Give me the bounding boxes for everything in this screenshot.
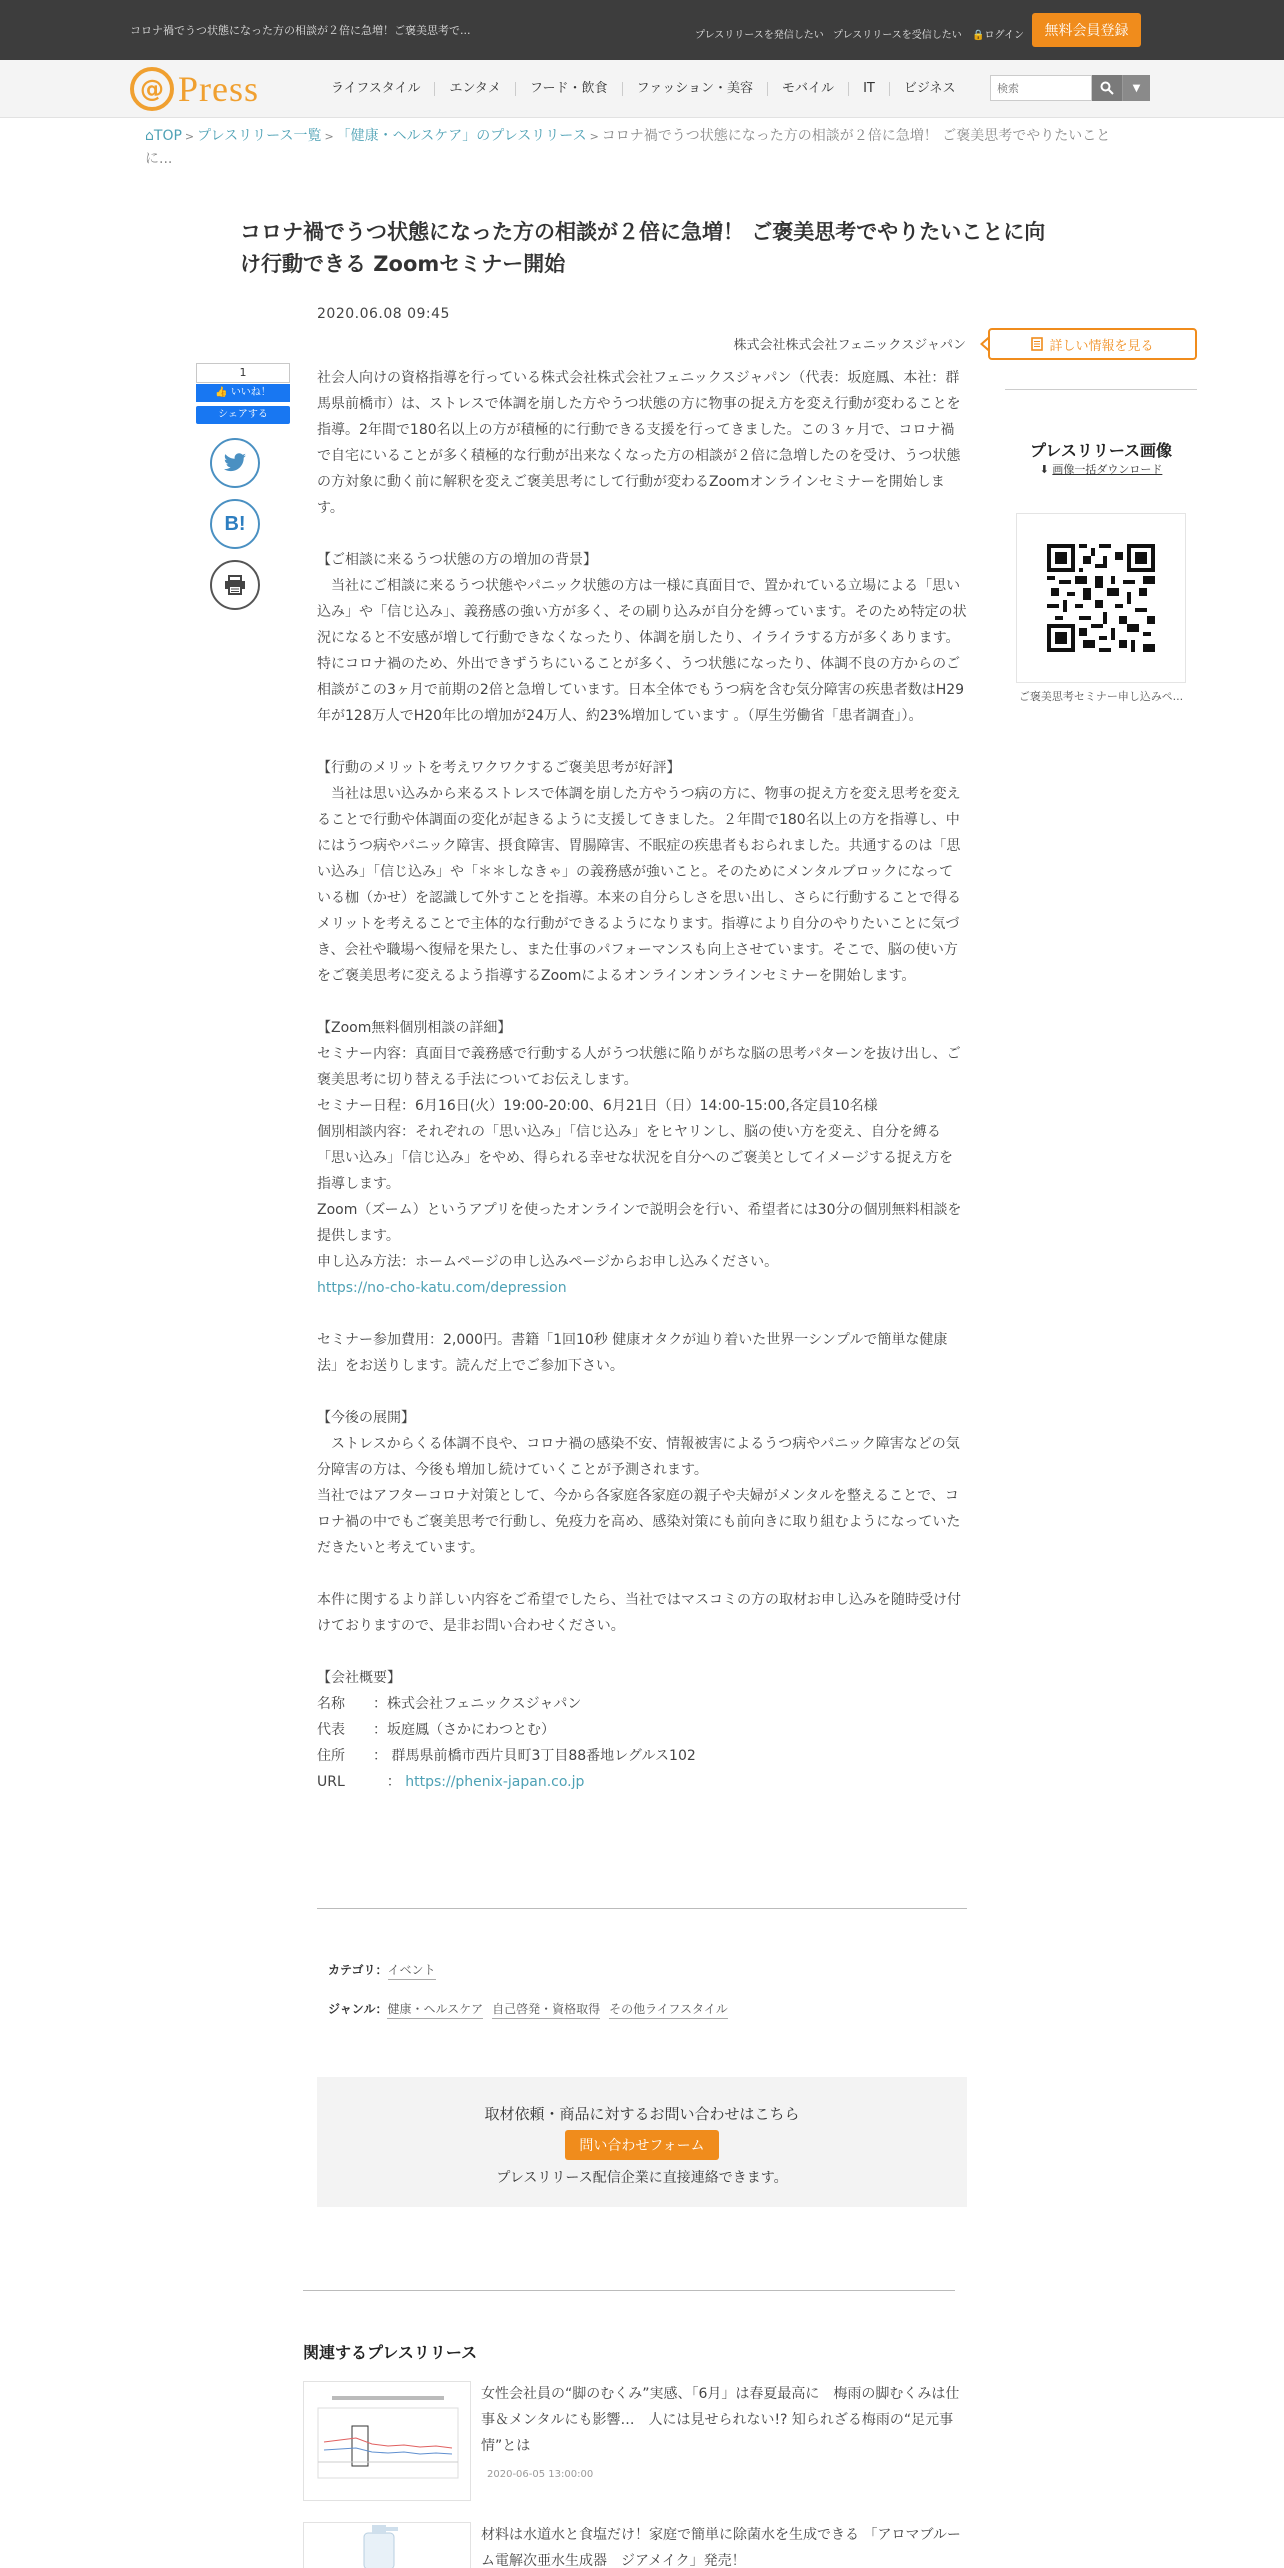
profile-name: 名称 ：株式会社フェニックスジャパン: [317, 1696, 582, 1712]
spray-bottle-thumbnail-image: [304, 2523, 471, 2568]
company-url-link[interactable]: https://phenix-japan.co.jp: [405, 1774, 585, 1790]
breadcrumb-top[interactable]: [145, 128, 182, 144]
qr-code-icon: [1047, 544, 1155, 652]
contact-form-button[interactable]: 問い合わせフォーム: [565, 2130, 719, 2160]
release-image-caption: ご褒美思考セミナー申し込みペ...: [1018, 690, 1184, 703]
company-name[interactable]: 株式会社株式会社フェニックスジャパン: [733, 338, 966, 353]
article-divider: [317, 1908, 967, 1909]
search-input[interactable]: [990, 75, 1092, 101]
nav-food[interactable]: フード・飲食: [515, 82, 622, 96]
main-nav: [315, 60, 969, 118]
section-heading: 【今後の展開】: [317, 1410, 415, 1426]
contact-note: 本件に関するより詳しい内容をご希望でしたら、当社ではマスコミの方の取材お申し込みを随時受け付けておりますので、是非お問い合わせください。: [317, 1592, 961, 1634]
nav-mobile[interactable]: モバイル: [767, 82, 848, 96]
search-icon: [1100, 81, 1114, 95]
seminar-schedule: セミナー日程：6月16日(火）19:00-20:00、6月21日（日）14:00-15:00,各定員10名様: [317, 1098, 878, 1114]
more-info-button[interactable]: [988, 328, 1197, 360]
seminar-fee: セミナー参加費用：2,000円。書籍「1回10秒 健康オタクが辿り着いた世界一シンプルで簡単な健康法」をお送りします。読んだ上でご参加下さい。: [317, 1332, 948, 1374]
twitter-share-button[interactable]: [210, 438, 260, 488]
facebook-share: [196, 363, 290, 424]
category-row: [328, 1961, 445, 1980]
facebook-like-button[interactable]: [196, 384, 290, 402]
seminar-url-link[interactable]: https://no-cho-katu.com/depression: [317, 1280, 567, 1296]
contact-heading: 取材依頼・商品に対するお問い合わせはこちら: [484, 2105, 800, 2123]
genre-label: ジャンル：: [328, 2002, 388, 2016]
download-all-images-link[interactable]: [1005, 461, 1197, 477]
article-title: コロナ禍でうつ状態になった方の相談が２倍に急増！ ご褒美思考でやりたいことに向け行動できる Zoomセミナー開始: [240, 220, 1046, 276]
apply-method: 申し込み方法：ホームページの申し込みページからお申し込みください。: [317, 1254, 779, 1270]
related-divider: [303, 2290, 955, 2291]
related-item-date: 2020-06-05 13:00:00: [487, 2469, 594, 2480]
print-button[interactable]: [210, 560, 260, 610]
profile-rep: 代表 ：坂庭鳳（さかにわつとむ）: [317, 1722, 555, 1738]
nav-it[interactable]: IT: [848, 82, 889, 96]
sidebar-divider: [1005, 389, 1197, 390]
genre-tag[interactable]: 自己啓発・資格取得: [492, 2000, 600, 2019]
search-box: [990, 75, 1150, 101]
login-label: ログイン: [984, 30, 1024, 41]
breadcrumb-separator-icon: >: [324, 130, 334, 143]
send-release-link[interactable]: プレスリリースを発信したい: [695, 30, 824, 41]
consultation-content: 個別相談内容：それぞれの「思い込み」「信じ込み」をヒヤリンし、脳の使い方を変え、自分を縛る「思い込み」「信じ込み」をやめ、得られる幸せな状況を自分へのご褒美としてイメージする捉え方を指導します。: [317, 1124, 954, 1192]
print-icon: [224, 575, 246, 595]
search-dropdown-button[interactable]: [1122, 75, 1150, 101]
like-count: 1: [196, 363, 290, 383]
nav-entertainment[interactable]: エンタメ: [434, 82, 514, 96]
contact-subtext: プレスリリース配信企業に直接連絡できます。: [496, 2170, 788, 2186]
top-bar: [0, 0, 1284, 60]
thumbs-up-icon: 👍: [215, 387, 228, 398]
related-thumbnail[interactable]: [303, 2381, 471, 2501]
breadcrumb-separator-icon: >: [184, 130, 195, 143]
article-intro: 社会人向けの資格指導を行っている株式会社株式会社フェニックスジャパン（代表：坂庭鳳、本社：群馬県前橋市）は、ストレスで体調を崩した方やうつ状態の方に物事の捉え方を変え行動が変わることを指導。2年間で180名以上の方が積極的に行動できる支援を行ってきました。この３ヶ月で、コロナ禍で自宅にいることが多く積極的な行動が出来なくなった方の相談が２倍に急増したのを受け、うつ状態の方対象に動く前に解釈を変えご褒美思考にして行動が変わるZoomオンラインセミナーを開始します。: [317, 370, 961, 516]
category-label: カテゴリ：: [328, 1963, 388, 1977]
login-link[interactable]: [972, 26, 1024, 41]
section-heading: 【会社概要】: [317, 1670, 401, 1686]
breadcrumb: [145, 125, 1135, 170]
register-button[interactable]: 無料会員登録: [1032, 13, 1141, 47]
related-item-title[interactable]: 材料は水道水と食塩だけ！家庭で簡単に除菌水を生成できる 「アロマブルーム電解次亜水生成器 ジアメイク」発売！: [481, 2527, 961, 2568]
search-button[interactable]: [1092, 75, 1122, 101]
facebook-share-button[interactable]: シェアする: [196, 406, 290, 424]
genre-tag[interactable]: 健康・ヘルスケア: [387, 2000, 483, 2019]
document-icon: [1031, 337, 1043, 351]
home-icon: ⌂: [145, 128, 154, 144]
release-date: 2020.06.08 09:45: [317, 306, 450, 322]
breadcrumb-current: コロナ禍でうつ状態になった方の相談が２倍に急増！ ご褒美思考でやりたいことに...: [145, 128, 1111, 167]
profile-url-row: [317, 1769, 967, 1795]
related-thumbnail[interactable]: [303, 2522, 471, 2568]
caret-down-icon: ▼: [1132, 82, 1141, 94]
section-paragraph: ストレスからくる体調不良や、コロナ禍の感染不安、情報被害によるうつ病やパニック障害などの気分障害の方は、今後も増加し続けていくことが予測されます。: [317, 1436, 960, 1478]
profile-url-label: URL ：: [317, 1774, 401, 1790]
section-heading: 【ご相談に来るうつ状態の方の増加の背景】: [317, 552, 597, 568]
logo[interactable]: [130, 65, 259, 113]
twitter-icon: [223, 453, 247, 473]
logo-at-mark: @: [130, 67, 174, 111]
section-heading: 【Zoom無料個別相談の詳細】: [317, 1020, 512, 1036]
breadcrumb-separator-icon: >: [589, 130, 599, 143]
nav-fashion[interactable]: ファッション・美容: [622, 82, 767, 96]
chart-thumbnail-image: [304, 2382, 471, 2501]
breadcrumb-genre[interactable]: 「健康・ヘルスケア」のプレスリリース: [336, 128, 587, 144]
hatena-bookmark-button[interactable]: [210, 499, 260, 549]
facebook-like-label: いいね！: [230, 387, 271, 398]
release-images-title: プレスリリース画像: [1029, 441, 1173, 460]
more-info-label: 詳しい情報を見る: [1049, 338, 1154, 354]
genre-tag[interactable]: その他ライフスタイル: [609, 2000, 728, 2019]
download-label: 画像一括ダウンロード: [1052, 463, 1163, 476]
contact-box: [317, 2077, 967, 2207]
release-image-thumbnail[interactable]: [1016, 513, 1186, 683]
nav-business[interactable]: ビジネス: [889, 82, 970, 96]
breadcrumb-top-label: TOP: [153, 128, 182, 144]
hatena-icon: B!: [224, 512, 246, 535]
genre-row: [328, 2000, 737, 2019]
related-item-title[interactable]: 女性会社員の“脚のむくみ”実感、「6月」は春夏最高に 梅雨の脚むくみは仕事＆メンタルにも影響… 人には見せられない!? 知られざる梅雨の“足元事情”とは: [481, 2386, 960, 2454]
section-heading: 【行動のメリットを考えワクワクするご褒美思考が好評】: [317, 760, 681, 776]
section-paragraph: 当社にご相談に来るうつ状態やパニック状態の方は一様に真面目で、置かれている立場による「思い込み」や「信じ込み」、義務感の強い方が多く、その刷り込みが自分を縛っています。そのため特定の状況になると不安感が増して行動できなくなったり、体調を崩したり、イライラする方が多くあります。特にコロナ禍のため、外出できずうちにいることが多く、うつ状態になったり、体調不良の方からのご相談がこの3ヶ月で前期の2倍と急増しています。日本全体でもうつ病を含む気分障害の疾患者数はH29年が128万人でH20年比の増加が24万人、約23%増加しています 。（厚生労働省「患者調査」）。: [317, 578, 967, 724]
zoom-note: Zoom（ズーム）というアプリを使ったオンラインで説明会を行い、希望者には30分の個別無料相談を提供します。: [317, 1202, 962, 1244]
breadcrumb-list[interactable]: プレスリリース一覧: [197, 128, 322, 144]
category-tag[interactable]: イベント: [388, 1961, 436, 1980]
topbar-title: コロナ禍でうつ状態になった方の相談が２倍に急増！ご褒美思考で...: [130, 24, 471, 37]
section-paragraph: 当社は思い込みから来るストレスで体調を崩した方やうつ病の方に、物事の捉え方を変え思考を変えることで行動や体調面の変化が起きるように支援してきました。２年間で180名以上の方を指導し、中にはうつ病やパニック障害、摂食障害、胃腸障害、不眠症の疾患者もおられました。共通するのは「思い込み」「信じ込み」や「＊＊しなきゃ」の義務感が強いこと。そのためにメンタルブロックになっている枷（かせ）を認識して外すことを指導。本来の自分らしさを思い出し、さらに行動することで得るメリットを考えることで主体的な行動ができるようになります。指導により自分のやりたいことに気づき、会社や職場へ復帰を果たし、また仕事のパフォーマンスも向上させています。そこで、脳の使い方をご褒美思考に変えるよう指導するZoomによるオンラインオンラインセミナーを開始します。: [317, 786, 961, 984]
lock-icon: 🔒: [972, 30, 985, 41]
profile-address: 住所 ： 群馬県前橋市西片貝町3丁目88番地レグルス102: [317, 1748, 696, 1764]
nav-lifestyle[interactable]: ライフスタイル: [331, 81, 421, 96]
article-body: [317, 365, 967, 1795]
header: [0, 60, 1284, 118]
section-paragraph: 当社ではアフターコロナ対策として、今から各家庭各家庭の親子や夫婦がメンタルを整えることで、コロナ禍の中でもご褒美思考で行動し、免疫力を高め、感染対策にも前向きに取り組むようになっていただきたいと考えています。: [317, 1488, 961, 1556]
logo-text: Press: [178, 69, 260, 109]
related-title: 関連するプレスリリース: [303, 2343, 478, 2362]
download-icon: ⬇: [1039, 463, 1049, 476]
receive-release-link[interactable]: プレスリリースを受信したい: [833, 30, 962, 41]
seminar-content: セミナー内容：真面目で義務感で行動する人がうつ状態に陥りがちな脳の思考パターンを抜け出し、ご褒美思考に切り替える手法についてお伝えします。: [317, 1046, 961, 1088]
